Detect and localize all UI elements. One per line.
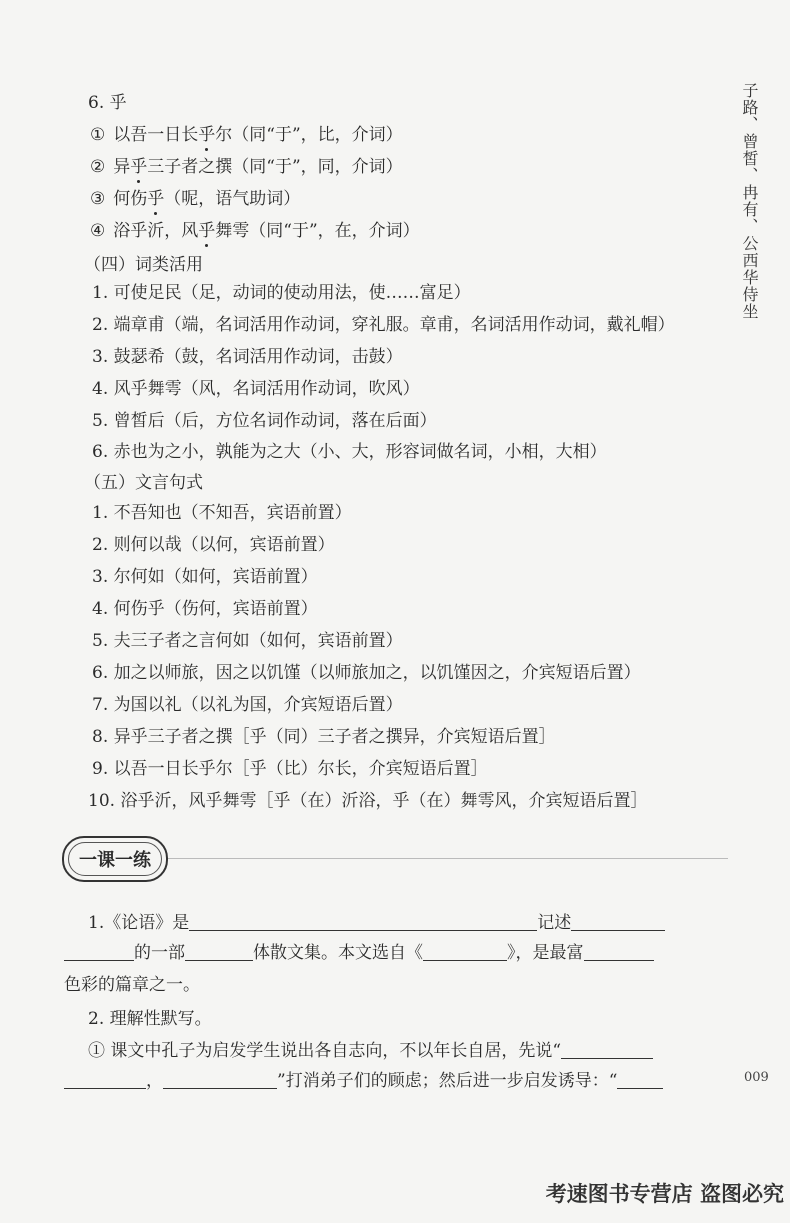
section-6-item xyxy=(90,220,420,242)
section-6-title: 6. 乎 xyxy=(88,93,127,113)
item-pre: 异 xyxy=(113,157,131,177)
item-dot: 乎 xyxy=(198,125,216,145)
item-dot: 乎 xyxy=(130,157,148,177)
q1-text-b: 记述 xyxy=(537,913,572,933)
question-1-line-1 xyxy=(88,912,665,934)
item-num: ② xyxy=(90,157,106,177)
item-pre: 浴乎沂，风 xyxy=(113,221,199,241)
q2-1-text-a: ① 课文中孔子为启发学生说出各自志向，不以年长自居，先说“ xyxy=(88,1041,562,1061)
item-num: ④ xyxy=(90,221,106,241)
section-5-item: 4. 何伤乎（伤何，宾语前置） xyxy=(92,599,318,619)
item-num: ① xyxy=(90,125,106,145)
section-4-item: 3. 鼓瑟希（鼓，名词活用作动词，击鼓） xyxy=(92,347,403,367)
question-2: 2. 理解性默写。 xyxy=(88,1009,212,1029)
q1-text-a: 1.《论语》是 xyxy=(88,913,190,933)
section-4-item: 2. 端章甫（端，名词活用作动词，穿礼服。章甫，名词活用作动词，戴礼帽） xyxy=(92,315,675,335)
section-5-item: 2. 则何以哉（以何，宾语前置） xyxy=(92,535,335,555)
blank-4[interactable] xyxy=(185,942,253,961)
section-5-item: 9. 以吾一日长乎尔［乎（比）尔长，介宾短语后置］ xyxy=(92,759,488,779)
section-5-heading: （五）文言句式 xyxy=(84,473,203,493)
section-4-item: 1. 可使足民（足，动词的使动用法，使……富足） xyxy=(92,283,471,303)
blank-2[interactable] xyxy=(571,912,665,931)
item-dot: 乎 xyxy=(147,189,165,209)
section-5-item: 10. 浴乎沂，风乎舞雩［乎（在）沂浴，乎（在）舞雩风，介宾短语后置］ xyxy=(88,791,648,811)
section-6-item xyxy=(90,124,403,146)
item-pre: 以吾一日长 xyxy=(113,125,199,145)
blank-9[interactable] xyxy=(163,1070,277,1089)
exercise-badge xyxy=(62,836,168,882)
q2-1-text-c: ”打消弟子们的顾虑；然后进一步启发诱导：“ xyxy=(277,1071,618,1091)
blank-3[interactable] xyxy=(64,942,134,961)
section-4-item: 6. 赤也为之小，孰能为之大（小、大，形容词做名词，小相，大相） xyxy=(92,442,607,462)
section-4-heading: （四）词类活用 xyxy=(84,255,203,275)
q1-text-e: 》，是最富 xyxy=(507,943,584,963)
blank-10[interactable] xyxy=(617,1070,663,1089)
blank-8[interactable] xyxy=(64,1070,146,1089)
section-4-item: 4. 风乎舞雩（风，名词活用作动词，吹风） xyxy=(92,379,420,399)
section-6-item xyxy=(90,188,300,210)
question-1-line-3: 色彩的篇章之一。 xyxy=(64,975,200,995)
section-4-item: 5. 曾皙后（后，方位名词作动词，落在后面） xyxy=(92,411,437,431)
side-title: 子路、曾皙、冉有、公西华侍坐 xyxy=(740,82,759,320)
item-post: （呢，语气助词） xyxy=(164,189,301,209)
question-1-line-2 xyxy=(64,942,654,964)
item-pre: 何伤 xyxy=(113,189,148,209)
item-post: 尔（同“于”，比，介词） xyxy=(215,125,403,145)
section-6-item xyxy=(90,156,403,178)
question-2-1-line-2 xyxy=(64,1070,663,1092)
q1-text-c: 的一部 xyxy=(134,943,185,963)
blank-7[interactable] xyxy=(561,1040,653,1059)
blank-1[interactable] xyxy=(189,912,537,931)
section-5-item: 7. 为国以礼（以礼为国，介宾短语后置） xyxy=(92,695,403,715)
blank-6[interactable] xyxy=(584,942,654,961)
item-post: 舞雩（同“于”，在，介词） xyxy=(215,221,420,241)
section-5-item: 5. 夫三子者之言何如（如何，宾语前置） xyxy=(92,631,403,651)
page-number: 009 xyxy=(744,1070,769,1085)
section-5-item: 6. 加之以师旅，因之以饥馑（以师旅加之，以饥馑因之，介宾短语后置） xyxy=(92,663,641,683)
q1-text-d: 体散文集。本文选自《 xyxy=(253,943,423,963)
blank-5[interactable] xyxy=(423,942,507,961)
item-dot: 乎 xyxy=(198,221,216,241)
badge-label: 一课一练 xyxy=(79,850,151,871)
item-post: 三子者之撰（同“于”，同，介词） xyxy=(147,157,403,177)
q2-1-text-b: ， xyxy=(146,1071,163,1091)
watermark-footer: 考速图书专营店 盗图必究 xyxy=(545,1182,784,1206)
item-num: ③ xyxy=(90,189,106,209)
section-5-item: 8. 异乎三子者之撰［乎（同）三子者之撰异，介宾短语后置］ xyxy=(92,727,556,747)
divider xyxy=(168,858,728,859)
section-5-item: 3. 尔何如（如何，宾语前置） xyxy=(92,567,318,587)
section-5-item: 1. 不吾知也（不知吾，宾语前置） xyxy=(92,503,352,523)
question-2-1-line-1 xyxy=(88,1040,653,1062)
